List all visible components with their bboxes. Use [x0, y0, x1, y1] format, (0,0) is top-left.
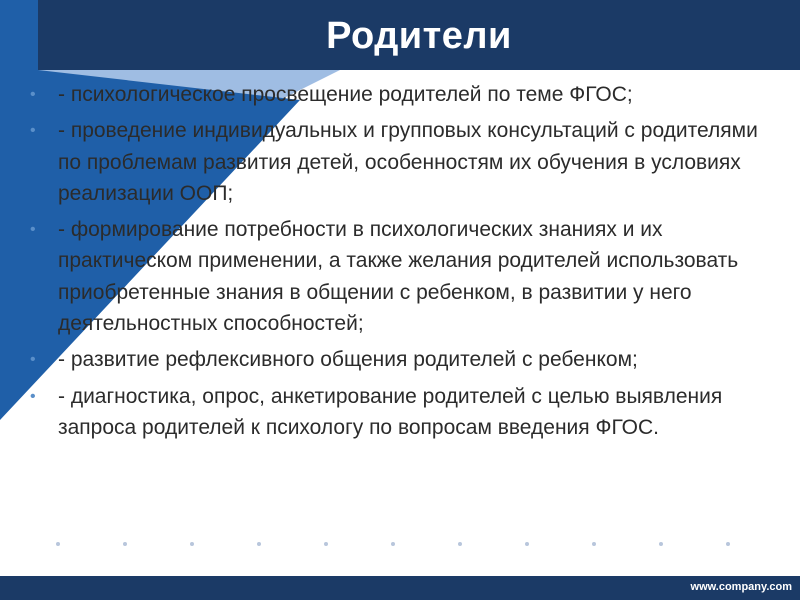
footer-url: www.company.com: [690, 581, 792, 593]
bullet-list: [28, 79, 780, 448]
list-item: [28, 344, 780, 375]
list-item: [28, 115, 780, 209]
list-item: [28, 381, 780, 444]
slide-title: Родители: [326, 15, 512, 57]
bullet-icon: •: [30, 122, 36, 140]
list-item: [28, 79, 780, 110]
list-item-text: - развитие рефлексивного общения родителей с ребенком;: [58, 348, 638, 372]
bullet-icon: •: [30, 351, 36, 369]
list-item: [28, 214, 780, 339]
bullet-icon: •: [30, 221, 36, 239]
list-item-text: - формирование потребности в психологических знаниях и их практическом применении, а также желания родителей использовать приобретенные знания в общении с ребенком, в развитии у него деятельностных способностей;: [58, 218, 739, 336]
bullet-icon: •: [30, 387, 36, 405]
bullet-icon: •: [30, 86, 36, 103]
list-item-text: - диагностика, опрос, анкетирование родителей с целью выявления запроса родителей к психологу по вопросам введения ФГОС.: [58, 384, 723, 439]
footer-bar: [0, 576, 800, 600]
dotted-decoration: [0, 538, 800, 550]
list-item-text: - психологическое просвещение родителей по теме ФГОС;: [58, 83, 633, 106]
list-item-text: - проведение индивидуальных и групповых консультаций с родителями по проблемам развития детей, особенностям их обучения в условиях реализации ООП;: [58, 119, 758, 205]
